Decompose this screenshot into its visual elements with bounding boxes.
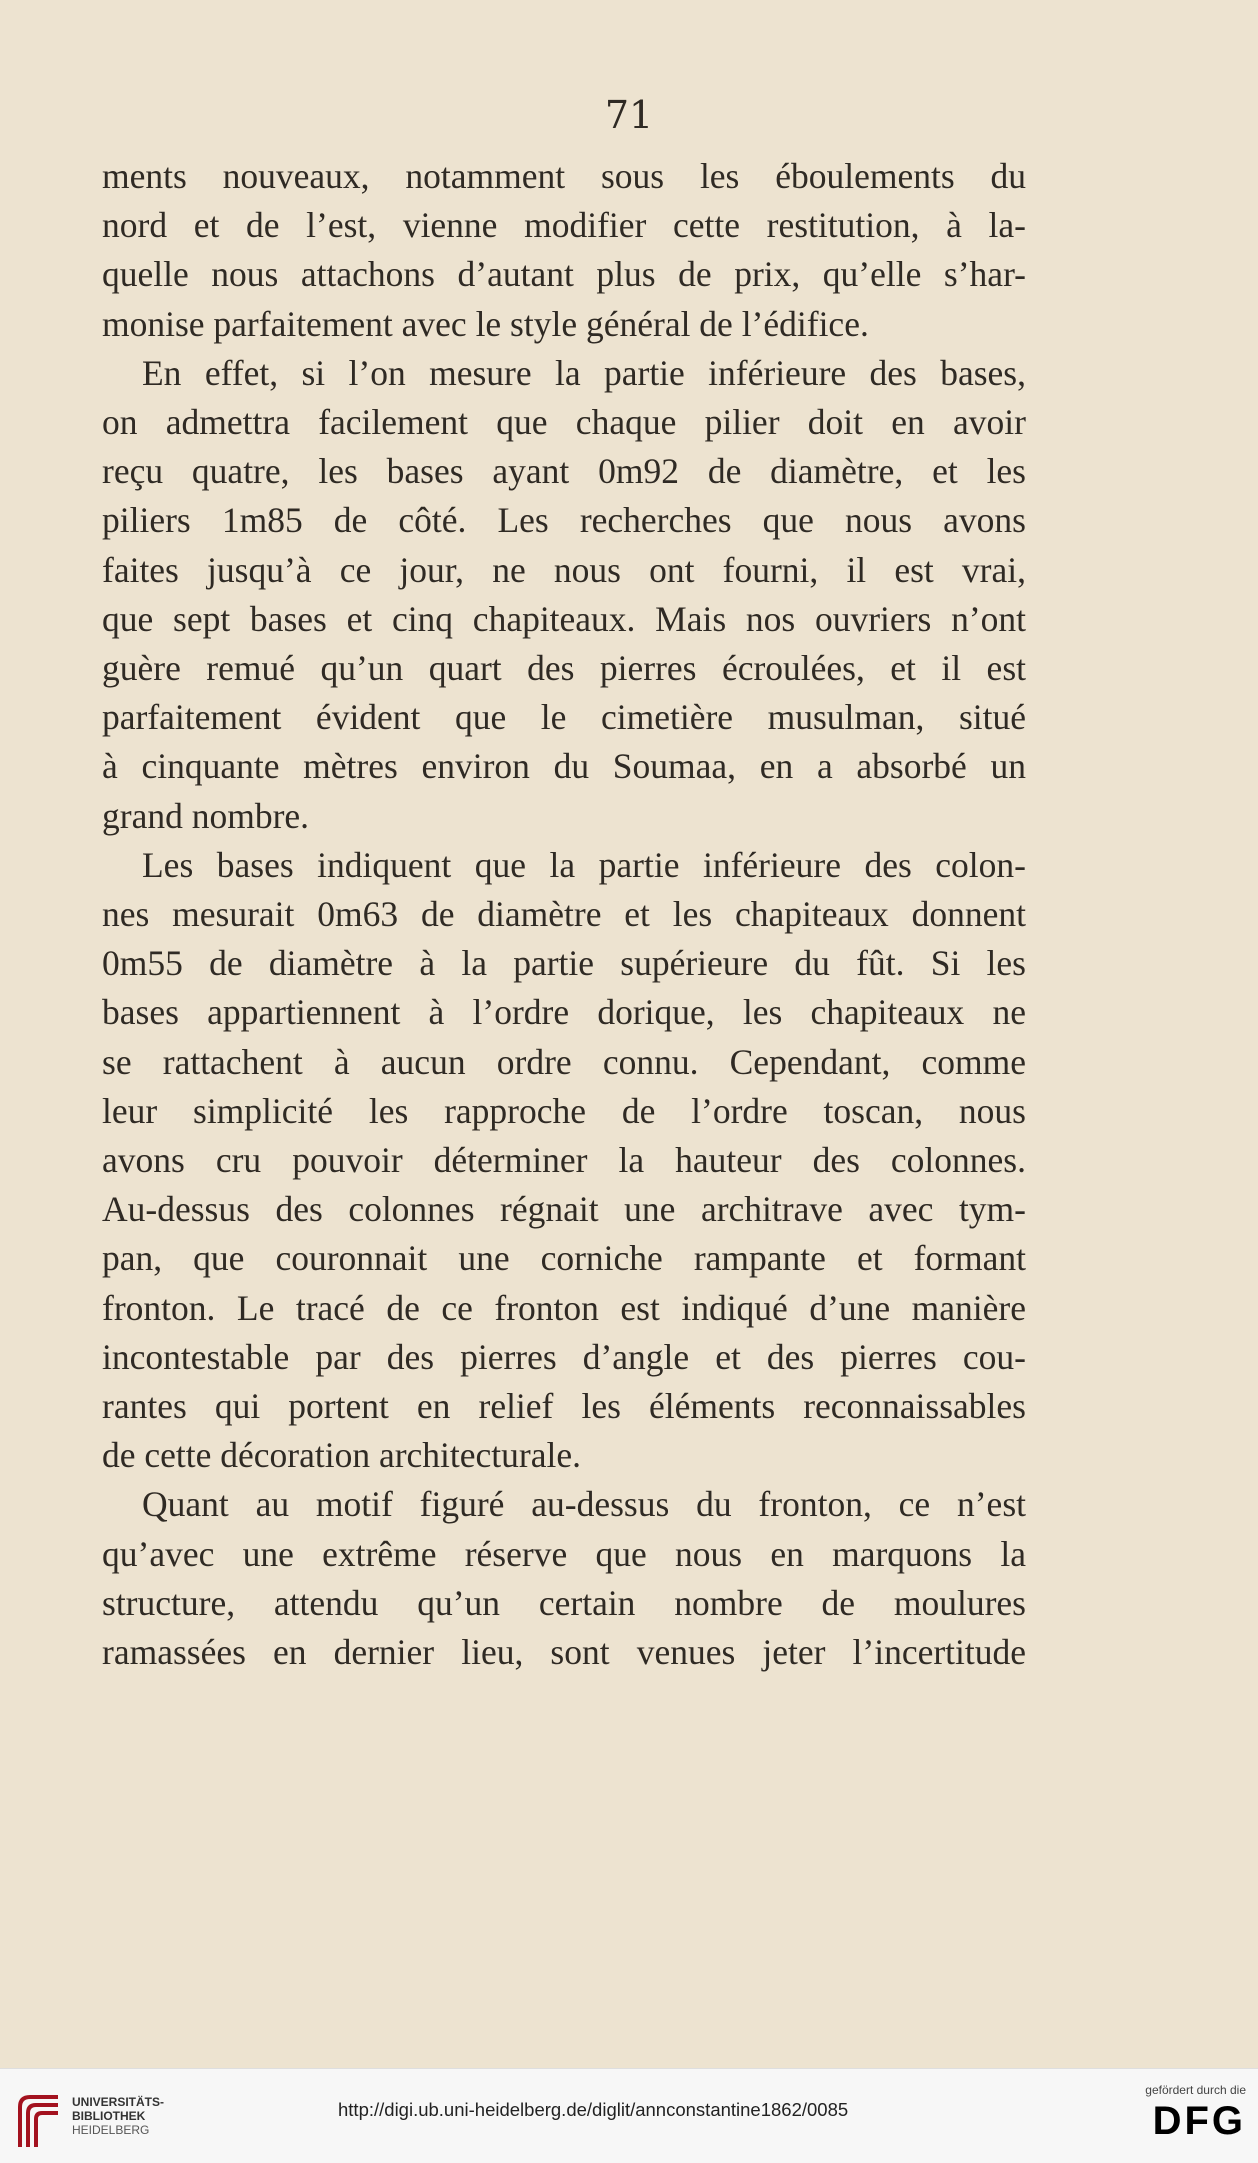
text-line: grand nombre. xyxy=(102,795,310,836)
text-line: leur simplicité les rapproche de l’ordre toscan, nous xyxy=(102,1090,1026,1131)
text-line: structure, attendu qu’un certain nombre de moulures xyxy=(102,1582,1026,1623)
text-line: qu’avec une extrême réserve que nous en marquons la xyxy=(102,1533,1026,1574)
text-line: bases appartiennent à l’ordre dorique, les chapiteaux ne xyxy=(102,992,1026,1033)
page-number: 71 xyxy=(604,93,654,137)
text-line: reçu quatre, les bases ayant 0m92 de diamètre, et les xyxy=(102,451,1026,492)
text-line: En effet, si l’on mesure la partie inférieure des bases, xyxy=(142,352,1026,393)
text-line: Quant au motif figuré au-dessus du fronton, ce n’est xyxy=(142,1484,1026,1525)
text-line: ments nouveaux, notamment sous les éboulements du xyxy=(102,156,1026,196)
text-line: nord et de l’est, vienne modifier cette restitution, à la- xyxy=(102,205,1026,246)
university-name xyxy=(72,2095,164,2137)
text-line: que sept bases et cinq chapiteaux. Mais nos ouvriers n’ont xyxy=(102,598,1026,639)
text-line: se rattachent à aucun ordre connu. Cependant, comme xyxy=(102,1041,1026,1082)
text-line: rantes qui portent en relief les éléments reconnaissables xyxy=(102,1386,1026,1427)
university-logo-icon xyxy=(14,2091,64,2149)
text-line: quelle nous attachons d’autant plus de prix, qu’elle s’har- xyxy=(102,254,1026,295)
university-name-line: BIBLIOTHEK xyxy=(72,2109,146,2123)
text-line: incontestable par des pierres d’angle et des pierres cou- xyxy=(102,1336,1026,1377)
viewer-footer xyxy=(0,2068,1258,2163)
text-line: de cette décoration architecturale. xyxy=(102,1435,581,1476)
text-line: avons cru pouvoir déterminer la hauteur des colonnes. xyxy=(102,1140,1026,1181)
text-line: Au-dessus des colonnes régnait une architrave avec tym- xyxy=(102,1189,1026,1230)
dfg-logo: DFG xyxy=(1152,2099,1246,2143)
text-line: parfaitement évident que le cimetière musulman, situé xyxy=(102,697,1026,738)
text-line: faites jusqu’à ce jour, ne nous ont fourni, il est vrai, xyxy=(102,549,1026,590)
text-line: monise parfaitement avec le style général de l’édifice. xyxy=(102,303,869,344)
text-line: Les bases indiquent que la partie inférieure des colon- xyxy=(142,844,1026,885)
text-line: pan, que couronnait une corniche rampante et formant xyxy=(102,1238,1026,1279)
funder-caption: gefördert durch die xyxy=(1145,2083,1246,2097)
text-line: ramassées en dernier lieu, sont venues jeter l’incertitude xyxy=(102,1632,1026,1673)
university-name-line: HEIDELBERG xyxy=(72,2123,150,2137)
text-line: nes mesurait 0m63 de diamètre et les chapiteaux donnent xyxy=(102,894,1026,935)
funder-block xyxy=(1145,2083,1246,2141)
university-name-line: UNIVERSITÄTS- xyxy=(72,2095,165,2109)
text-line: fronton. Le tracé de ce fronton est indiqué d’une manière xyxy=(102,1287,1026,1328)
text-line: 0m55 de diamètre à la partie supérieure du fût. Si les xyxy=(102,943,1026,984)
text-line: piliers 1m85 de côté. Les recherches que nous avons xyxy=(102,500,1026,541)
body-text xyxy=(102,152,1026,1677)
text-line: à cinquante mètres environ du Soumaa, en a absorbé un xyxy=(102,746,1026,787)
text-line: guère remué qu’un quart des pierres écroulées, et il est xyxy=(102,648,1026,689)
text-line: on admettra facilement que chaque pilier doit en avoir xyxy=(102,402,1026,443)
permalink-url[interactable]: http://digi.ub.uni-heidelberg.de/diglit/annconstantine1862/0085 xyxy=(338,2099,849,2120)
